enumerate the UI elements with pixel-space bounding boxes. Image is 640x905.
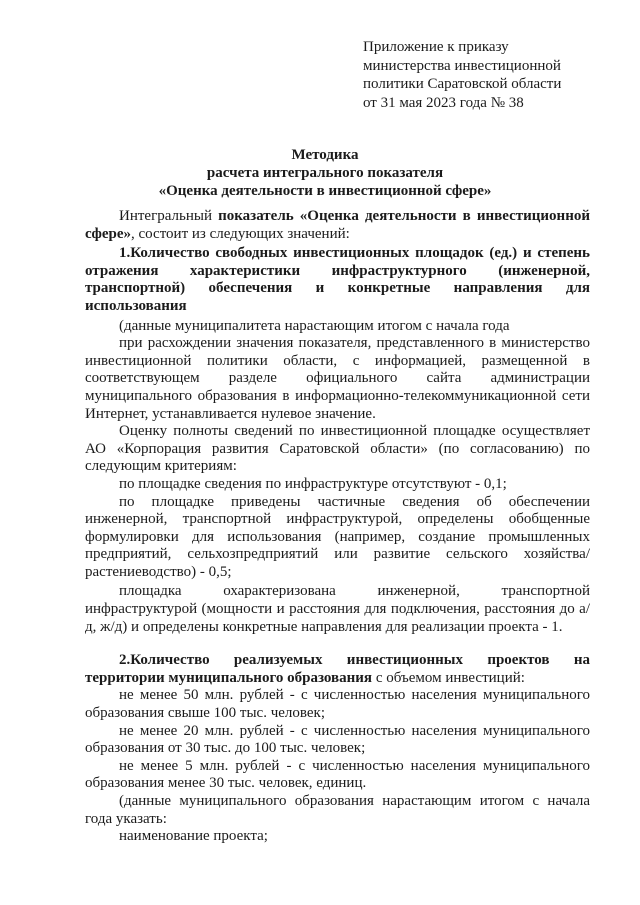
intro-bold: показатель «Оценка деятельности в инвестиционной сфере» bbox=[85, 208, 590, 242]
intro-suffix: , состоит из следующих значений: bbox=[131, 225, 350, 242]
section-2-criterion-1: не менее 50 млн. рублей - с численностью населения муниципального образования свыше 100 тыс. человек; bbox=[85, 687, 590, 722]
section-1-paragraph-3: Оценку полноты сведений по инвестиционной площадке осуществляет АО «Корпорация развития Саратовской области» (по согласованию) по следующим критериям: bbox=[85, 423, 590, 475]
intro-paragraph bbox=[85, 208, 590, 243]
appendix-line-1: Приложение к приказу bbox=[363, 39, 509, 55]
document-body bbox=[85, 208, 590, 846]
section-2-heading bbox=[85, 652, 590, 687]
section-1-paragraph-2: при расхождении значения показателя, представленного в министерство инвестиционной политики области, с информацией, размещенной в соответствующем разделе официального сайта администрации муниципального образования в информационно-телекоммуникационной сети Интернет, устанавливается нулевое значение. bbox=[85, 335, 590, 422]
section-2-criterion-3: не менее 5 млн. рублей - с численностью населения муниципального образования менее 30 тыс. человек, единиц. bbox=[85, 757, 590, 792]
section-2-paragraph-2: наименование проекта; bbox=[119, 828, 268, 845]
section-1-criterion-3: площадка охарактеризована инженерной, транспортной инфраструктурой (мощности и расстояния для подключения, расстояния до а/д, ж/д) и определены конкретные направления для реализации проекта - 1. bbox=[85, 583, 590, 635]
title-line-2: расчета интегрального показателя bbox=[206, 165, 444, 181]
appendix-line-4: от 31 мая 2023 года № 38 bbox=[363, 94, 524, 111]
title-line-3: «Оценка деятельности в инвестиционной сфере» bbox=[158, 183, 492, 199]
section-2-criterion-2: не менее 20 млн. рублей - с численностью населения муниципального образования от 30 тыс. до 100 тыс. человек; bbox=[85, 722, 590, 757]
intro-prefix: Интегральный bbox=[119, 208, 219, 224]
section-1-paragraph-1: (данные муниципалитета нарастающим итогом с начала года bbox=[119, 317, 510, 334]
section-2-paragraph-1: (данные муниципального образования нарастающим итогом с начала года указать: bbox=[85, 793, 590, 827]
title-line-1: Методика bbox=[291, 147, 359, 163]
document-title bbox=[60, 146, 590, 200]
appendix-line-2: министерства инвестиционной bbox=[363, 57, 561, 74]
section-1-heading: 1.Количество свободных инвестиционных площадок (ед.) и степень отражения характеристики инфраструктурного (инженерной, транспортной) обеспечения и конкретные направления для использования bbox=[85, 245, 590, 314]
section-2-heading-rest: с объемом инвестиций: bbox=[372, 669, 525, 686]
appendix-reference bbox=[363, 38, 623, 112]
section-2-heading-bold: 2.Количество реализуемых инвестиционных проектов на территории муниципального образования bbox=[85, 652, 590, 686]
section-1-criterion-2: по площадке приведены частичные сведения об обеспечении инженерной, транспортной инфраструктурой, определены обобщенные формулировки для использования (например, создание промышленных предприятий, сельхозпредприятий или развитие сельского хозяйства/растениеводство) - 0,5; bbox=[85, 493, 590, 580]
appendix-line-3: политики Саратовской области bbox=[363, 76, 562, 92]
section-1-criterion-1: по площадке сведения по инфраструктуре отсутствуют - 0,1; bbox=[119, 475, 507, 492]
